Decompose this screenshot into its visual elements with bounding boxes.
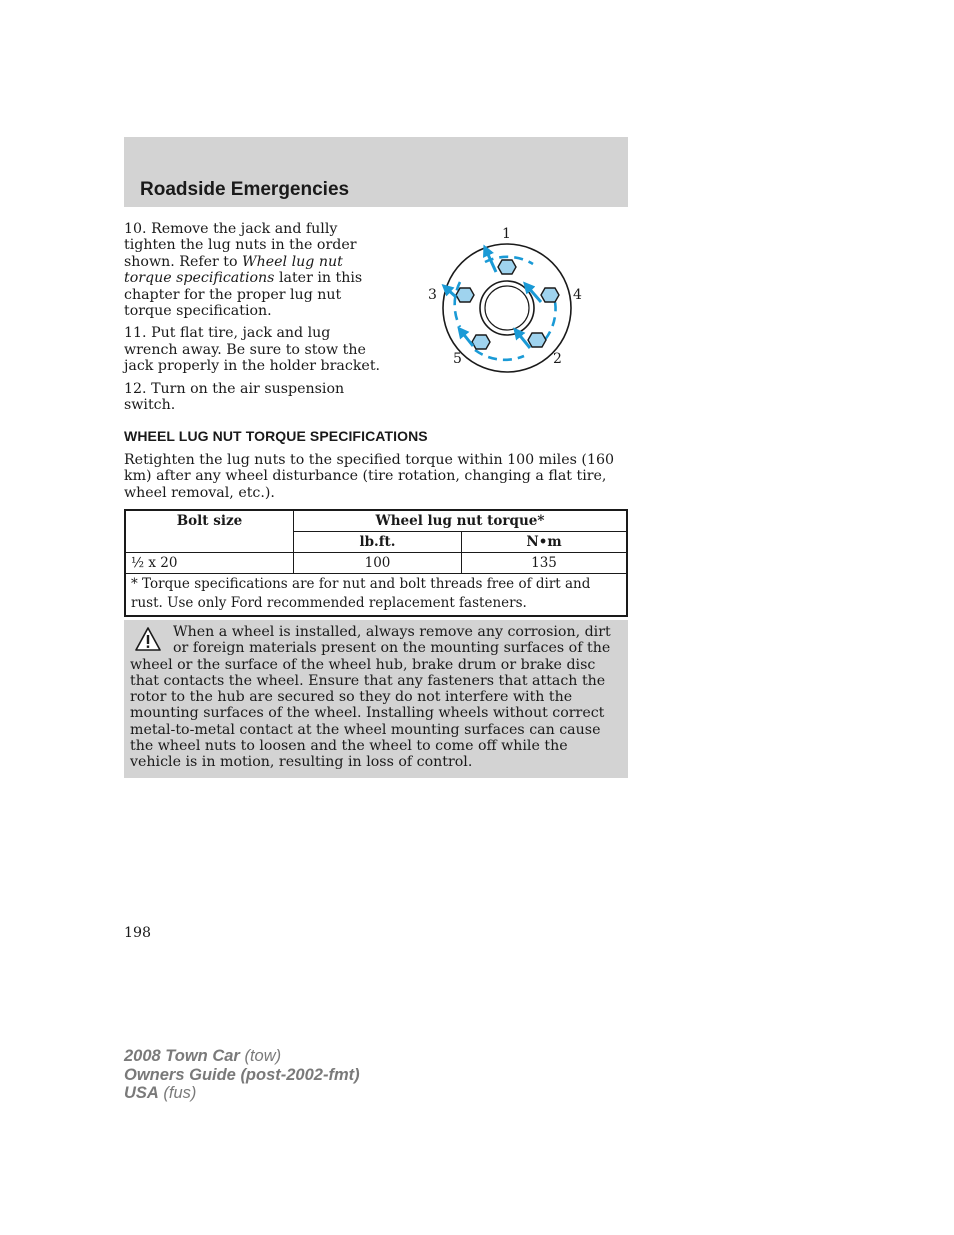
- header-nm: N•m: [462, 532, 628, 553]
- lug-nut-4: [541, 288, 559, 302]
- label-1: 1: [502, 226, 511, 242]
- procedure-steps: [124, 221, 386, 419]
- table-footnote: * Torque specifications are for nut and bolt threads free of dirt and rust. Use only Ford recommended replacement fasteners.: [125, 574, 627, 617]
- cross-reference: Wheel lug nut torque specifications: [124, 253, 343, 287]
- label-5: 5: [453, 351, 462, 367]
- hub-inner: [485, 286, 529, 330]
- footer-line-3: USA (fus): [124, 1084, 197, 1102]
- label-3: 3: [428, 287, 437, 303]
- chapter-header-band: [124, 137, 628, 207]
- step-10: 10. Remove the jack and fully tighten the lug nuts in the order shown. Refer to Wheel lug nut torque specifications later in this chapter for the proper lug nut torque specification.: [124, 221, 363, 320]
- header-torque: Wheel lug nut torque*: [294, 510, 628, 532]
- header-bolt-size: Bolt size: [125, 510, 294, 553]
- lug-nut-sequence-diagram: [420, 222, 590, 374]
- page-number: 198: [124, 925, 152, 941]
- warning-text: When a wheel is installed, always remove any corrosion, dirt or foreign materials present on the mounting surfaces of the wheel or the surface of the wheel hub, brake drum or brake disc that contacts the wheel. Ensure that any fasteners that attach the rotor to the hub are secured so they do not interfere with the mounting surfaces of the wheel. Installing wheels without correct metal-to-metal contact at the wheel mounting surfaces can cause the wheel nuts to loosen and the wheel to come off while the vehicle is in motion, resulting in loss of control.: [130, 624, 611, 771]
- footer-line-1: 2008 Town Car (tow): [124, 1047, 282, 1065]
- torque-table: [124, 509, 628, 617]
- lug-nut-2: [528, 333, 546, 347]
- lug-nut-3: [456, 288, 474, 302]
- table-row: [125, 553, 627, 574]
- header-lbft: lb.ft.: [294, 532, 462, 553]
- cell-bolt-size: ½ x 20: [125, 553, 294, 574]
- lug-nut-1: [498, 260, 516, 274]
- chapter-title: Roadside Emergencies: [140, 179, 350, 200]
- lug-nut-5: [472, 335, 490, 349]
- footer-line-2: Owners Guide (post-2002-fmt): [124, 1065, 360, 1084]
- intro-paragraph: Retighten the lug nuts to the specified torque within 100 miles (160 km) after any wheel disturbance (tire rotation, changing a flat tire, wheel removal, etc.).: [124, 452, 615, 501]
- cell-nm: 135: [462, 553, 628, 574]
- document-footer: [124, 1047, 360, 1103]
- section-heading: WHEEL LUG NUT TORQUE SPECIFICATIONS: [124, 428, 428, 444]
- step-12: 12. Turn on the air suspension switch.: [124, 380, 345, 414]
- label-4: 4: [573, 287, 582, 303]
- warning-box: [124, 620, 628, 778]
- step-11: 11. Put flat tire, jack and lug wrench away. Be sure to stow the jack properly in the holder bracket.: [124, 325, 381, 375]
- label-2: 2: [553, 351, 562, 367]
- cell-lbft: 100: [294, 553, 462, 574]
